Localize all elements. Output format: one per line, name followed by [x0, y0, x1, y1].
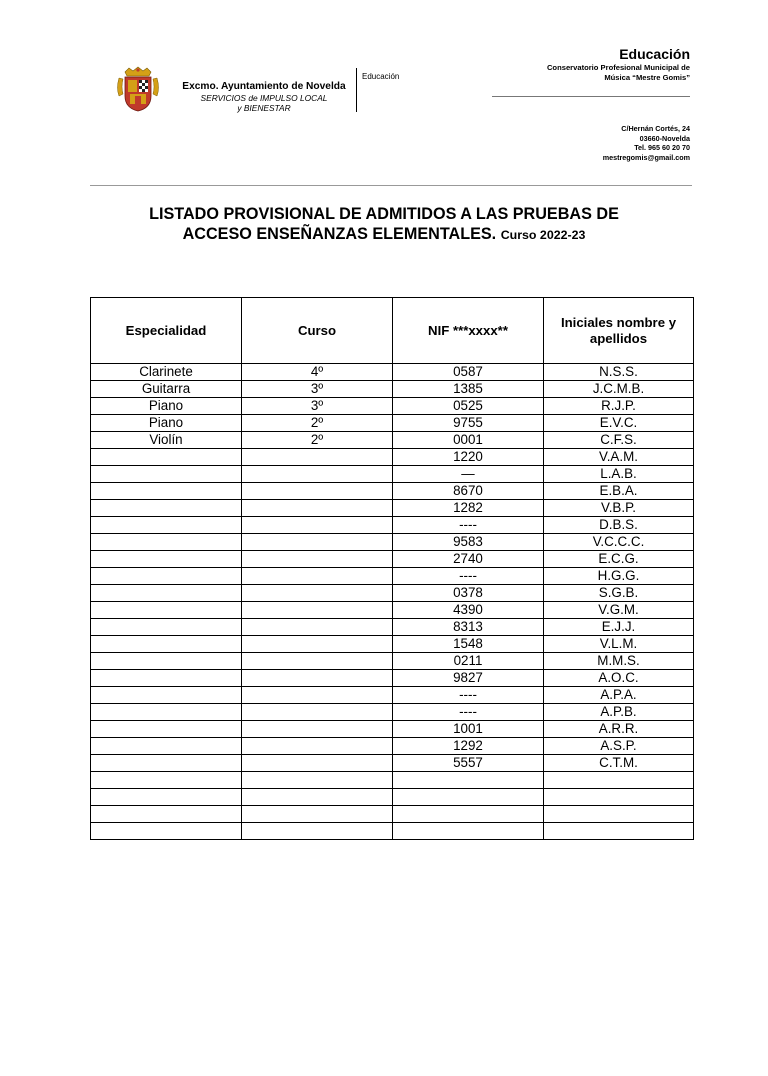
cell-iniciales: E.V.C. [544, 415, 694, 432]
cell-curso [242, 449, 393, 466]
address-phone: Tel. 965 60 20 70 [634, 143, 690, 153]
table-row [91, 517, 694, 534]
municipality-name: Excmo. Ayuntamiento de Novelda [182, 81, 346, 92]
header-curso: Curso [242, 298, 393, 364]
cell-nif: 1292 [393, 738, 544, 755]
cell-iniciales [544, 772, 694, 789]
cell-iniciales: L.A.B. [544, 466, 694, 483]
cell-nif: — [393, 466, 544, 483]
cell-curso [242, 568, 393, 585]
cell-especialidad [91, 466, 242, 483]
cell-nif [393, 806, 544, 823]
cell-curso [242, 755, 393, 772]
title-line-2-text: ACCESO ENSEÑANZAS ELEMENTALES. [182, 225, 497, 243]
cell-especialidad: Piano [91, 415, 242, 432]
conservatory-block [547, 46, 690, 83]
cell-nif: 0378 [393, 585, 544, 602]
address-postal: 03660-Novelda [639, 133, 690, 143]
cell-curso [242, 534, 393, 551]
cell-iniciales: R.J.P. [544, 398, 694, 415]
cell-iniciales [544, 823, 694, 840]
cell-especialidad [91, 789, 242, 806]
table-row [91, 806, 694, 823]
cell-curso [242, 551, 393, 568]
table-row [91, 449, 694, 466]
cell-nif: 0001 [393, 432, 544, 449]
table-row [91, 704, 694, 721]
cell-curso: 2º [242, 432, 393, 449]
cell-curso [242, 602, 393, 619]
cell-especialidad [91, 602, 242, 619]
table-row [91, 415, 694, 432]
cell-curso [242, 619, 393, 636]
table-row [91, 568, 694, 585]
cell-nif [393, 772, 544, 789]
cell-especialidad [91, 517, 242, 534]
header-nif: NIF ***xxxx** [393, 298, 544, 364]
table-row [91, 602, 694, 619]
cell-curso [242, 721, 393, 738]
department-label: Educación [362, 72, 400, 81]
address-block [603, 124, 690, 162]
table-row [91, 772, 694, 789]
cell-iniciales [544, 789, 694, 806]
cell-nif: 0525 [393, 398, 544, 415]
department-title: Educación [619, 46, 690, 62]
cell-nif: 5557 [393, 755, 544, 772]
cell-curso [242, 789, 393, 806]
cell-nif: 1385 [393, 381, 544, 398]
address-street: C/Hernán Cortés, 24 [621, 124, 690, 133]
services-line-2: y BIENESTAR [237, 103, 291, 113]
cell-especialidad [91, 704, 242, 721]
cell-curso: 3º [242, 381, 393, 398]
cell-iniciales: J.C.M.B. [544, 381, 694, 398]
cell-especialidad [91, 738, 242, 755]
cell-nif: 1548 [393, 636, 544, 653]
cell-curso [242, 653, 393, 670]
municipality-block [178, 80, 350, 113]
cell-especialidad [91, 823, 242, 840]
cell-nif: 8313 [393, 619, 544, 636]
cell-nif: ---- [393, 704, 544, 721]
table-row [91, 653, 694, 670]
cell-nif: 9755 [393, 415, 544, 432]
cell-iniciales: V.L.M. [544, 636, 694, 653]
cell-especialidad: Violín [91, 432, 242, 449]
document-title [80, 204, 688, 245]
cell-curso [242, 704, 393, 721]
cell-curso [242, 466, 393, 483]
services-line-1: SERVICIOS de IMPULSO LOCAL [200, 93, 328, 103]
cell-especialidad [91, 619, 242, 636]
table-row [91, 466, 694, 483]
cell-especialidad [91, 483, 242, 500]
table-row [91, 483, 694, 500]
table-row [91, 670, 694, 687]
table-row [91, 398, 694, 415]
cell-iniciales: E.B.A. [544, 483, 694, 500]
cell-especialidad [91, 806, 242, 823]
cell-especialidad [91, 551, 242, 568]
header-especialidad: Especialidad [91, 298, 242, 364]
header-iniciales: Iniciales nombre y apellidos [544, 298, 694, 364]
cell-curso [242, 687, 393, 704]
table-row [91, 755, 694, 772]
table-row [91, 738, 694, 755]
cell-nif: 9583 [393, 534, 544, 551]
cell-nif: 4390 [393, 602, 544, 619]
cell-iniciales: A.S.P. [544, 738, 694, 755]
table-row [91, 636, 694, 653]
address-email: mestregomis@gmail.com [602, 152, 690, 162]
table-row [91, 789, 694, 806]
table-body [91, 364, 694, 840]
cell-iniciales: V.C.C.C. [544, 534, 694, 551]
cell-iniciales: V.G.M. [544, 602, 694, 619]
cell-especialidad: Guitarra [91, 381, 242, 398]
cell-nif: 1220 [393, 449, 544, 466]
cell-curso [242, 670, 393, 687]
table-row [91, 585, 694, 602]
cell-iniciales: A.P.B. [544, 704, 694, 721]
cell-iniciales: A.O.C. [544, 670, 694, 687]
table-row [91, 534, 694, 551]
cell-iniciales: S.G.B. [544, 585, 694, 602]
cell-curso: 3º [242, 398, 393, 415]
cell-nif: ---- [393, 517, 544, 534]
cell-iniciales: A.R.R. [544, 721, 694, 738]
course-year: Curso 2022-23 [500, 228, 586, 242]
cell-curso [242, 500, 393, 517]
cell-especialidad [91, 449, 242, 466]
cell-curso [242, 636, 393, 653]
cell-especialidad: Piano [91, 398, 242, 415]
cell-curso: 2º [242, 415, 393, 432]
cell-nif: 8670 [393, 483, 544, 500]
header-rule [492, 96, 690, 97]
cell-especialidad [91, 568, 242, 585]
cell-iniciales: N.S.S. [544, 364, 694, 381]
table-row [91, 823, 694, 840]
cell-especialidad: Clarinete [91, 364, 242, 381]
cell-especialidad [91, 687, 242, 704]
cell-curso [242, 483, 393, 500]
cell-especialidad [91, 585, 242, 602]
cell-especialidad [91, 500, 242, 517]
cell-iniciales [544, 806, 694, 823]
cell-nif: 0211 [393, 653, 544, 670]
cell-nif: 0587 [393, 364, 544, 381]
cell-curso: 4º [242, 364, 393, 381]
table-header-row [91, 298, 694, 364]
cell-iniciales: V.A.M. [544, 449, 694, 466]
cell-iniciales: C.T.M. [544, 755, 694, 772]
conservatory-line-2: Música “Mestre Gomis” [604, 73, 690, 82]
cell-nif: 1282 [393, 500, 544, 517]
table-row [91, 500, 694, 517]
cell-nif: 1001 [393, 721, 544, 738]
page-divider [90, 185, 692, 186]
table-row [91, 687, 694, 704]
conservatory-line-1: Conservatorio Profesional Municipal de [546, 63, 690, 72]
cell-curso [242, 772, 393, 789]
cell-iniciales: V.B.P. [544, 500, 694, 517]
cell-iniciales: C.F.S. [544, 432, 694, 449]
cell-curso [242, 517, 393, 534]
table-row [91, 551, 694, 568]
admitted-table [90, 297, 694, 840]
cell-especialidad [91, 772, 242, 789]
cell-especialidad [91, 534, 242, 551]
cell-iniciales: H.G.G. [544, 568, 694, 585]
cell-especialidad [91, 755, 242, 772]
cell-curso [242, 585, 393, 602]
cell-especialidad [91, 636, 242, 653]
cell-nif: 9827 [393, 670, 544, 687]
cell-especialidad [91, 721, 242, 738]
cell-nif: ---- [393, 568, 544, 585]
table-row [91, 619, 694, 636]
table-row [91, 364, 694, 381]
title-line-1: LISTADO PROVISIONAL DE ADMITIDOS A LAS PRUEBAS DE [149, 205, 619, 223]
cell-iniciales: A.P.A. [544, 687, 694, 704]
cell-iniciales: M.M.S. [544, 653, 694, 670]
cell-curso [242, 738, 393, 755]
header-divider [356, 68, 357, 112]
title-line-2 [80, 224, 688, 245]
cell-curso [242, 806, 393, 823]
cell-especialidad [91, 653, 242, 670]
table-row [91, 721, 694, 738]
table-row [91, 432, 694, 449]
cell-nif [393, 823, 544, 840]
cell-iniciales: E.C.G. [544, 551, 694, 568]
cell-nif: ---- [393, 687, 544, 704]
municipal-crest-icon [113, 66, 163, 112]
cell-iniciales: E.J.J. [544, 619, 694, 636]
cell-iniciales: D.B.S. [544, 517, 694, 534]
cell-nif [393, 789, 544, 806]
table-row [91, 381, 694, 398]
cell-nif: 2740 [393, 551, 544, 568]
cell-especialidad [91, 670, 242, 687]
cell-curso [242, 823, 393, 840]
